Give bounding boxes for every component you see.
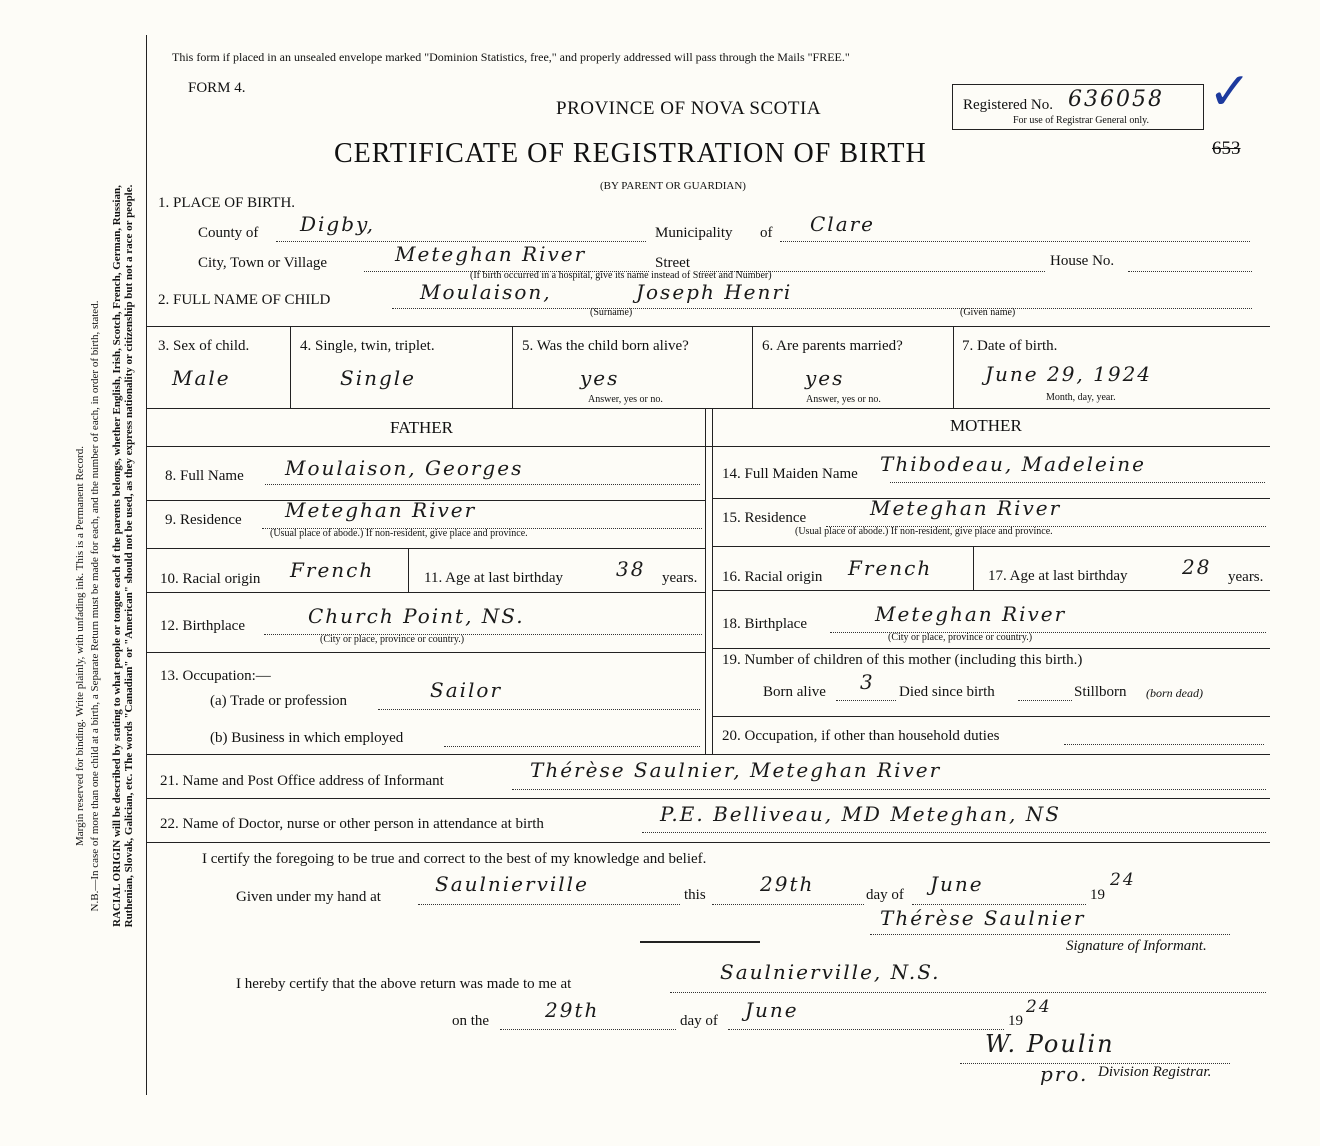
informant-signature: Thérèse Saulnier	[880, 906, 1086, 930]
mother-birthplace-note: (City or place, province or country.)	[888, 632, 1033, 643]
registrar-signature-label: Division Registrar.	[1098, 1064, 1212, 1080]
date-value: June 29, 1924	[985, 362, 1153, 386]
mother-birthplace-value: Meteghan River	[875, 602, 1067, 626]
informant-label: 21. Name and Post Office address of Informant	[160, 773, 444, 789]
single-value: Single	[340, 366, 417, 390]
margin-line-2: N.B.—In case of more than one child at a birth, a Separate Return must be made for each, and the number of each, in order of birth, stated.	[89, 300, 101, 912]
registrar-signature: W. Poulin	[985, 1030, 1115, 1058]
city-value: Meteghan River	[395, 242, 587, 266]
separator-rule	[640, 941, 760, 943]
father-racial-value: French	[290, 558, 375, 582]
stillborn-label: Stillborn	[1074, 684, 1127, 700]
alive-label: 5. Was the child born alive?	[522, 338, 689, 354]
sex-label: 3. Sex of child.	[158, 338, 250, 354]
form-number: FORM 4.	[188, 80, 246, 96]
house-label: House No.	[1050, 253, 1115, 269]
born-alive-value: 3	[860, 670, 875, 694]
mother-age-label: 17. Age at last birthday	[988, 568, 1128, 584]
date-label: 7. Date of birth.	[962, 338, 1058, 354]
hospital-note: (If birth occurred in a hospital, give its name instead of Street and Number)	[470, 270, 772, 281]
certify-statement: I certify the foregoing to be true and correct to the best of my knowledge and belief.	[202, 851, 707, 867]
mother-children-label: 19. Number of children of this mother (including this birth.)	[722, 652, 1083, 668]
registrar-statement: I hereby certify that the above return was made to me at	[236, 976, 572, 992]
father-trade-label: (a) Trade or profession	[210, 693, 348, 709]
father-birthplace-value: Church Point, NS.	[308, 604, 525, 628]
margin-line-3: RACIAL ORIGIN will be described by stating to what people or tongue each of the parents belongs, whether English, Irish, Scotch, French, German, Russian,	[111, 185, 123, 927]
mother-age-value: 28	[1182, 555, 1212, 579]
mother-birthplace-label: 18. Birthplace	[722, 616, 807, 632]
given-month-value: June	[930, 872, 984, 896]
married-label: 6. Are parents married?	[762, 338, 903, 354]
father-racial-label: 10. Racial origin	[160, 571, 261, 587]
informant-signature-label: Signature of Informant.	[1066, 938, 1207, 954]
doctor-label: 22. Name of Doctor, nurse or other person in attendance at birth	[160, 816, 544, 832]
father-years-label: years.	[662, 570, 698, 586]
parents-divider	[705, 408, 706, 754]
father-name-value: Moulaison, Georges	[285, 456, 524, 480]
married-note: Answer, yes or no.	[806, 394, 881, 405]
registrar-day-of-label: day of	[680, 1013, 718, 1029]
informant-value: Thérèse Saulnier, Meteghan River	[530, 758, 942, 782]
postal-notice: This form if placed in an unsealed envelope marked "Dominion Statistics, free," and properly addressed will pass through the Mails "FREE."	[172, 50, 850, 64]
margin-line-4: Ruthenian, Slovak, Galician, etc. The words "Canadian" or "American" should not be used, as they express nationality or citizenship but not a race or people.	[123, 184, 135, 928]
registered-box	[952, 84, 1204, 130]
county-label: County of	[198, 225, 259, 241]
municipality-value: Clare	[810, 212, 876, 236]
registered-label: Registered No.	[963, 97, 1053, 113]
father-occupation-label: 13. Occupation:—	[160, 668, 271, 684]
check-mark-icon: ✓	[1208, 62, 1252, 122]
given-year-prefix: 19	[1090, 887, 1105, 903]
father-residence-label: 9. Residence	[165, 512, 242, 528]
child-surname-value: Moulaison,	[420, 280, 552, 304]
child-name-label: 2. FULL NAME OF CHILD	[158, 292, 331, 308]
street-label: Street	[655, 255, 690, 271]
born-alive-label: Born alive	[763, 684, 826, 700]
alive-value: yes	[580, 366, 620, 390]
mother-name-value: Thibodeau, Madeleine	[880, 452, 1147, 476]
registrar-place-value: Saulnierville, N.S.	[720, 960, 941, 984]
given-year-value: 24	[1110, 870, 1136, 890]
municipality-label: Municipality	[655, 225, 733, 241]
father-name-label: 8. Full Name	[165, 468, 244, 484]
father-business-label: (b) Business in which employed	[210, 730, 404, 746]
given-day-of-label: day of	[866, 887, 904, 903]
mother-residence-label: 15. Residence	[722, 510, 807, 526]
date-note: Month, day, year.	[1046, 392, 1116, 403]
single-label: 4. Single, twin, triplet.	[300, 338, 435, 354]
mother-heading: MOTHER	[950, 416, 1022, 435]
doctor-value: P.E. Belliveau, MD Meteghan, NS	[660, 802, 1061, 826]
father-birthplace-label: 12. Birthplace	[160, 618, 245, 634]
mother-racial-label: 16. Racial origin	[722, 569, 823, 585]
city-label: City, Town or Village	[198, 255, 328, 271]
father-trade-value: Sailor	[430, 678, 503, 702]
married-value: yes	[805, 366, 845, 390]
given-under-label: Given under my hand at	[236, 889, 381, 905]
sex-value: Male	[172, 366, 231, 390]
given-day-value: 29th	[760, 872, 815, 896]
municipality-of-label: of	[760, 225, 773, 241]
certificate-title: CERTIFICATE OF REGISTRATION OF BIRTH	[334, 138, 927, 169]
father-birthplace-note: (City or place, province or country.)	[320, 634, 465, 645]
surname-note: (Surname)	[590, 307, 633, 318]
mother-racial-value: French	[848, 556, 933, 580]
given-place-value: Saulnierville	[435, 872, 589, 896]
mother-name-label: 14. Full Maiden Name	[722, 466, 858, 482]
mother-residence-value: Meteghan River	[870, 496, 1062, 520]
margin-line-1: Margin reserved for binding. Write plainly, with unfading ink. This is a Permanent Record.	[74, 446, 86, 846]
province-heading: PROVINCE OF NOVA SCOTIA	[556, 98, 822, 119]
mother-occupation-label: 20. Occupation, if other than household duties	[722, 728, 1000, 744]
registrar-on-the-label: on the	[452, 1013, 490, 1029]
registered-number: 636058	[1068, 87, 1164, 112]
father-age-value: 38	[616, 557, 646, 581]
registrar-day-value: 29th	[545, 998, 600, 1022]
alive-note: Answer, yes or no.	[588, 394, 663, 405]
county-value: Digby,	[300, 212, 376, 236]
mother-residence-note: (Usual place of abode.) If non-resident, give place and province.	[795, 526, 1053, 537]
registrar-note: For use of Registrar General only.	[1013, 115, 1149, 126]
registrar-year-prefix: 19	[1008, 1013, 1023, 1029]
certificate-subtitle: (BY PARENT OR GUARDIAN)	[600, 180, 746, 192]
mother-years-label: years.	[1228, 569, 1264, 585]
father-age-label: 11. Age at last birthday	[424, 570, 563, 586]
died-since-birth-label: Died since birth	[899, 684, 995, 700]
given-this-label: this	[684, 887, 706, 903]
margin-rule	[146, 35, 147, 1095]
given-note: (Given name)	[960, 307, 1016, 318]
registrar-year-value: 24	[1026, 997, 1052, 1017]
place-heading: 1. PLACE OF BIRTH.	[158, 195, 296, 211]
corner-mark: 653	[1212, 138, 1241, 159]
stillborn-note: (born dead)	[1146, 686, 1203, 700]
registrar-pro-mark: pro.	[1040, 1062, 1089, 1086]
registrar-month-value: June	[745, 998, 799, 1022]
father-heading: FATHER	[390, 418, 453, 437]
child-given-value: Joseph Henri	[636, 280, 793, 304]
father-residence-note: (Usual place of abode.) If non-resident, give place and province.	[270, 528, 528, 539]
father-residence-value: Meteghan River	[285, 498, 477, 522]
